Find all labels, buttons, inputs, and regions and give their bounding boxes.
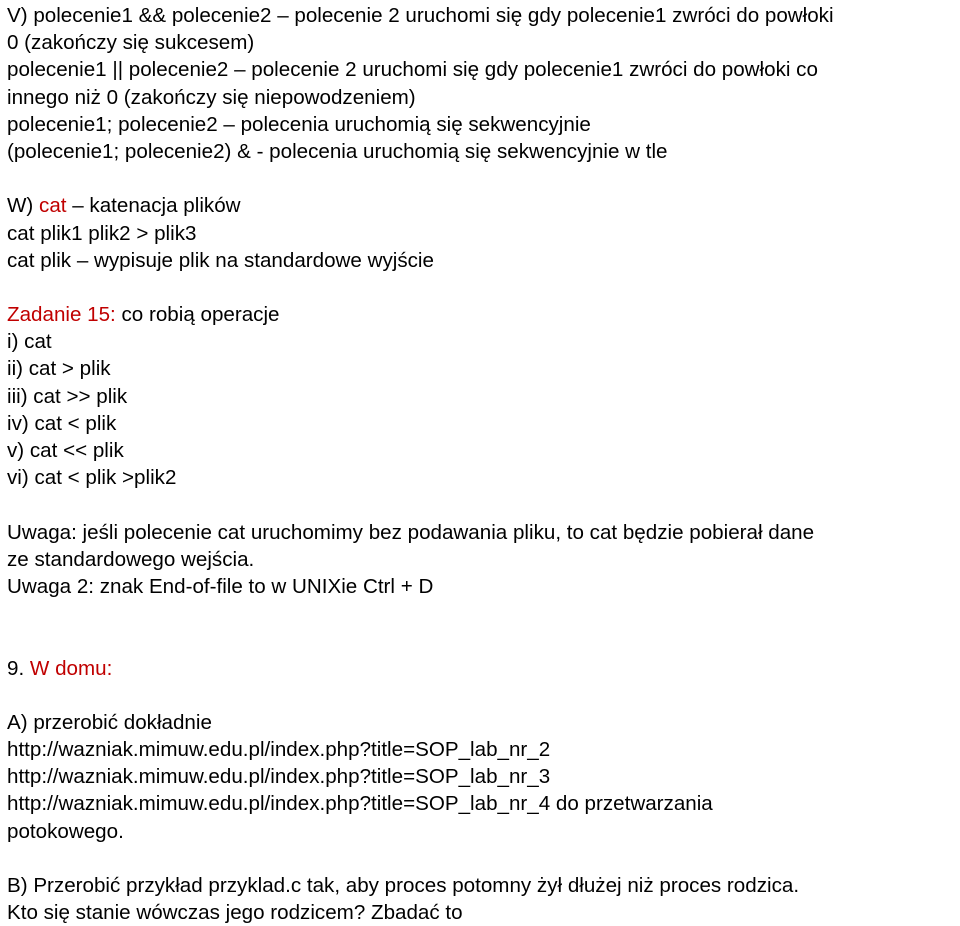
spacer <box>7 491 957 518</box>
section-w-prefix: W) <box>7 194 40 218</box>
section-w-heading <box>7 192 957 219</box>
homework-b-line-1: B) Przerobić przykład przyklad.c tak, aby proces potomny żył dłużej niż proces rodzica. <box>7 874 800 898</box>
operators-line-1: V) polecenie1 && polecenie2 – polecenie 2 uruchomi się gdy polecenie1 zwróci do powłoki <box>7 4 834 27</box>
homework-b-line-2: Kto się stanie wówczas jego rodzicem? Zbadać to <box>7 901 463 925</box>
spacer <box>7 274 957 301</box>
task15-item: v) cat << plik <box>7 439 124 462</box>
section-w-rest: – katenacja plików <box>66 194 241 218</box>
spacer <box>7 600 957 654</box>
note-2: Uwaga 2: znak End-of-file to w UNIXie Ctrl + D <box>7 574 434 598</box>
operators-line-4: innego niż 0 (zakończy się niepowodzeniem) <box>7 85 416 109</box>
homework-link-lab4: http://wazniak.mimuw.edu.pl/index.php?title=SOP_lab_nr_4 <box>7 792 551 816</box>
homework-a-end: potokowego. <box>7 819 124 843</box>
spacer <box>7 165 957 192</box>
task15-rest: co robią operacje <box>115 303 280 327</box>
homework-heading <box>7 655 957 682</box>
operators-line-6: (polecenie1; polecenie2) & - polecenia uruchomią się sekwencyjnie w tle <box>7 139 668 163</box>
note-1-line-2: ze standardowego wejścia. <box>7 547 255 571</box>
homework-link-lab4-line <box>7 790 957 817</box>
homework-link-lab2: http://wazniak.mimuw.edu.pl/index.php?title=SOP_lab_nr_2 <box>7 738 551 762</box>
document-page <box>7 2 957 926</box>
task15-item: i) cat <box>7 330 52 354</box>
spacer <box>7 682 957 709</box>
task15-item: iv) cat < plik <box>7 411 117 435</box>
homework-a-title: A) przerobić dokładnie <box>7 710 212 734</box>
task15-heading <box>7 301 957 328</box>
task15-item: iii) cat >> plik <box>7 384 128 408</box>
operators-line-3: polecenie1 || polecenie2 – polecenie 2 uruchomi się gdy polecenie1 zwróci do powłoki co <box>7 58 818 82</box>
operators-line-2: 0 (zakończy się sukcesem) <box>7 31 255 55</box>
operators-line-5: polecenie1; polecenie2 – polecenia uruchomią się sekwencyjnie <box>7 112 591 136</box>
task15-label: Zadanie 15: <box>7 303 116 327</box>
homework-link-lab3: http://wazniak.mimuw.edu.pl/index.php?title=SOP_lab_nr_3 <box>7 765 551 789</box>
section-w-line-3: cat plik – wypisuje plik na standardowe wyjście <box>7 248 434 272</box>
spacer <box>7 845 957 872</box>
homework-number: 9. <box>7 656 30 680</box>
task15-item: vi) cat < plik >plik2 <box>7 466 177 490</box>
homework-link-lab4-suffix: do przetwarzania <box>550 792 713 816</box>
homework-label: W domu: <box>29 656 113 680</box>
section-w-line-2: cat plik1 plik2 > plik3 <box>7 221 197 245</box>
section-w-keyword: cat <box>39 194 67 218</box>
note-1-line-1: Uwaga: jeśli polecenie cat uruchomimy bez podawania pliku, to cat będzie pobierał dane <box>7 520 815 544</box>
task15-item: ii) cat > plik <box>7 357 111 381</box>
